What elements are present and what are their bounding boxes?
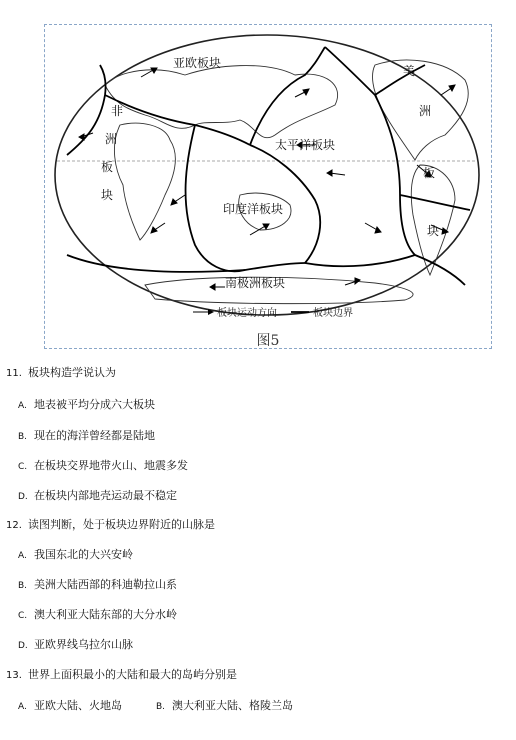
- label-american-plate-3: 板: [423, 166, 436, 180]
- option-letter: B.: [18, 581, 28, 591]
- label-american-plate-2: 洲: [419, 104, 432, 118]
- option-text: 在板块内部地壳运动最不稳定: [34, 489, 177, 502]
- plate-map: [45, 25, 493, 350]
- option-text: 澳大利亚大陆、格陵兰岛: [172, 699, 293, 712]
- option-letter: D.: [18, 641, 28, 651]
- option-text: 亚欧界线乌拉尔山脉: [34, 638, 133, 651]
- label-african-plate-2: 洲: [105, 132, 118, 146]
- option-letter: D.: [18, 492, 28, 502]
- label-african-plate-4: 块: [101, 188, 114, 202]
- question-13: [6, 666, 237, 682]
- question-number: 12.: [6, 520, 22, 531]
- label-eurasian-plate: 亚欧板块: [173, 56, 222, 70]
- question-12: [6, 516, 215, 532]
- question-12-option-a[interactable]: [18, 546, 133, 562]
- question-number: 13.: [6, 670, 22, 681]
- option-text: 现在的海洋曾经都是陆地: [34, 429, 155, 442]
- option-text: 在板块交界地带火山、地震多发: [34, 459, 188, 472]
- plate-map-figure: [44, 24, 492, 349]
- question-11-option-a[interactable]: [18, 396, 155, 412]
- legend-motion-label: 板块运动方向: [217, 308, 277, 319]
- option-letter: A.: [18, 401, 27, 411]
- option-letter: C.: [18, 611, 28, 621]
- question-12-option-b[interactable]: [18, 576, 177, 592]
- option-text: 地表被平均分成六大板块: [34, 398, 155, 411]
- question-number: 11.: [6, 368, 22, 379]
- label-american-plate-1: 美: [403, 64, 416, 78]
- question-text: 读图判断，处于板块边界附近的山脉是: [28, 518, 215, 531]
- question-13-option-a[interactable]: [18, 697, 122, 713]
- label-african-plate-3: 板: [101, 160, 114, 174]
- option-letter: C.: [18, 462, 28, 472]
- question-text: 世界上面积最小的大陆和最大的岛屿分别是: [28, 668, 237, 681]
- question-13-option-b[interactable]: [156, 697, 293, 713]
- label-african-plate-1: 非: [111, 104, 124, 118]
- question-11-option-b[interactable]: [18, 427, 155, 443]
- question-11-option-d[interactable]: [18, 487, 177, 503]
- option-text: 美洲大陆西部的科迪勒拉山系: [34, 578, 177, 591]
- label-indian-plate: 印度洋板块: [223, 202, 284, 216]
- map-legend: [193, 306, 353, 319]
- option-text: 我国东北的大兴安岭: [34, 548, 133, 561]
- question-12-option-c[interactable]: [18, 606, 177, 622]
- label-american-plate-4: 块: [427, 224, 440, 238]
- question-text: 板块构造学说认为: [28, 366, 116, 379]
- question-12-option-d[interactable]: [18, 636, 133, 652]
- legend-boundary-label: 板块边界: [313, 308, 353, 319]
- option-letter: B.: [18, 432, 28, 442]
- option-text: 亚欧大陆、火地岛: [34, 699, 122, 712]
- question-11-option-c[interactable]: [18, 457, 188, 473]
- label-antarctic-plate: 南极洲板块: [225, 276, 286, 290]
- option-letter: B.: [156, 702, 166, 712]
- option-text: 澳大利亚大陆东部的大分水岭: [34, 608, 177, 621]
- figure-caption: 图5: [256, 333, 280, 349]
- question-11: [6, 364, 116, 380]
- option-letter: A.: [18, 551, 27, 561]
- option-letter: A.: [18, 702, 27, 712]
- label-pacific-plate: 太平洋板块: [275, 138, 336, 152]
